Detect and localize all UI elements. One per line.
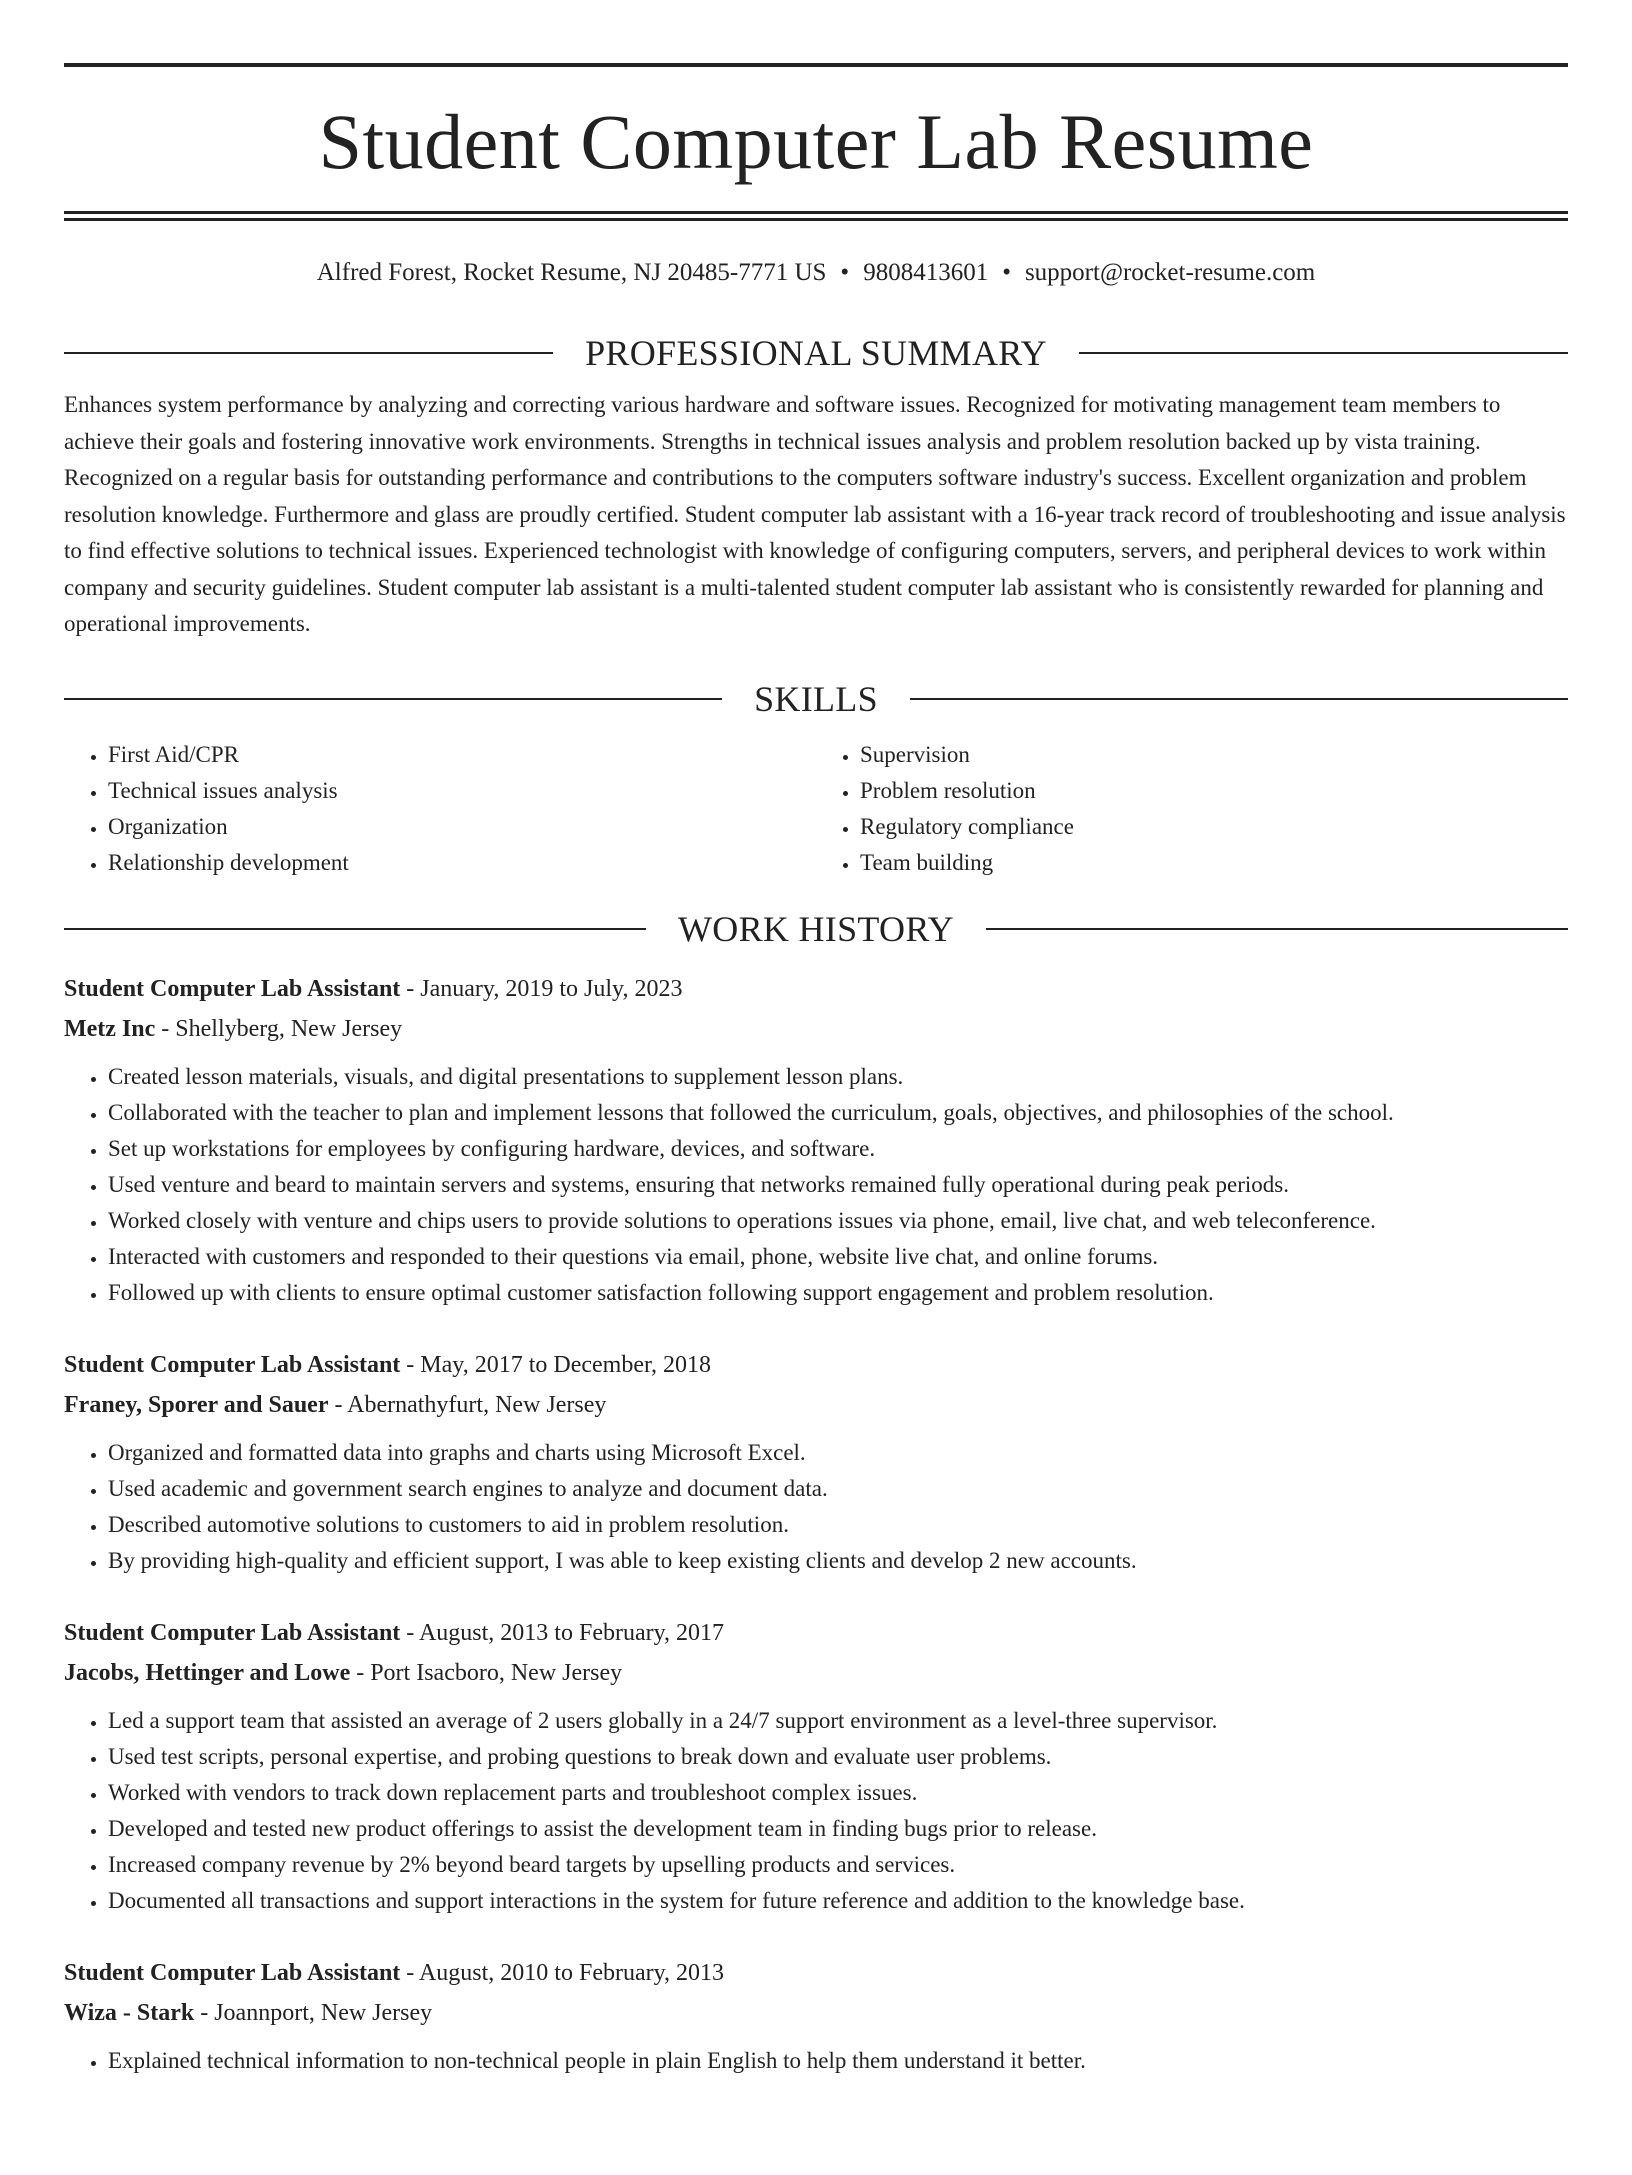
section-title: SKILLS	[754, 678, 878, 719]
job-company: Wiza - Stark	[64, 1999, 195, 2026]
job-bullet: • Used academic and government search engines to analyze and document data.	[108, 1471, 1568, 1507]
skill-item: • Organization	[108, 809, 816, 845]
job-entry	[64, 1613, 1568, 1919]
job-entry	[64, 1953, 1568, 2079]
heading-rule-right	[1079, 352, 1568, 354]
job-title: Student Computer Lab Assistant	[64, 1959, 401, 1986]
skill-item: • Team building	[860, 845, 1568, 881]
job-bullet: • Worked with vendors to track down replacement parts and troubleshoot complex issues.	[108, 1775, 1568, 1811]
job-location: - Port Isacboro, New Jersey	[350, 1659, 623, 1686]
skill-item: • Relationship development	[108, 845, 816, 881]
section-heading-summary	[64, 333, 1568, 373]
section-title: PROFESSIONAL SUMMARY	[585, 333, 1047, 373]
section-heading-work	[64, 909, 1568, 949]
job-entry	[64, 1345, 1568, 1579]
contact-phone: 9808413601	[863, 259, 989, 286]
job-dates: - August, 2010 to February, 2013	[400, 1959, 725, 1986]
summary-text: Enhances system performance by analyzing and correcting various hardware and software issues. Recognized for motivating management team members to achieve their goals and fostering innovative work environments. Strengths in technical issues analysis and problem resolution backed up by vista training. Recognized on a regular basis for outstanding performance and contributions to the computers software industry's success. Excellent organization and problem resolution knowledge. Furthermore and glass are proudly certified. Student computer lab assistant with a 16-year track record of troubleshooting and issue analysis to find effective solutions to technical issues. Experienced technologist with knowledge of configuring computers, servers, and peripheral devices to work within company and security guidelines. Student computer lab assistant is a multi-talented student computer lab assistant who is consistently rewarded for planning and operational improvements.	[64, 392, 1566, 636]
job-dates: - January, 2019 to July, 2023	[400, 975, 683, 1002]
skill-item: • Technical issues analysis	[108, 773, 816, 809]
heading-rule-left	[64, 352, 553, 354]
skills-column-left	[64, 737, 816, 881]
job-dates: - May, 2017 to December, 2018	[400, 1351, 712, 1378]
resume-title: Student Computer Lab Resume	[318, 98, 1314, 185]
job-entry	[64, 969, 1568, 1311]
job-bullet: • Led a support team that assisted an average of 2 users globally in a 24/7 support environment as a level-three supervisor.	[108, 1703, 1568, 1739]
heading-rule-right	[910, 698, 1568, 700]
job-bullet: • Developed and tested new product offerings to assist the development team in finding bugs prior to release.	[108, 1811, 1568, 1847]
contact-separator: •	[840, 259, 850, 286]
job-bullet: • By providing high-quality and efficient support, I was able to keep existing clients and develop 2 new accounts.	[108, 1543, 1568, 1579]
job-location: - Abernathyfurt, New Jersey	[328, 1391, 607, 1418]
skill-item: • Regulatory compliance	[860, 809, 1568, 845]
job-bullets	[64, 1059, 1568, 1311]
job-location: - Shellyberg, New Jersey	[155, 1015, 403, 1042]
job-bullets	[64, 2043, 1568, 2079]
job-bullet: • Followed up with clients to ensure optimal customer satisfaction following support engagement and problem resolution.	[108, 1275, 1568, 1311]
job-company: Metz Inc	[64, 1015, 156, 1042]
resume-page	[0, 63, 1632, 2175]
job-bullet: • Collaborated with the teacher to plan and implement lessons that followed the curriculum, goals, objectives, and philosophies of the school.	[108, 1095, 1568, 1131]
section-heading-skills	[64, 679, 1568, 719]
top-rule	[64, 63, 1568, 67]
job-title-line	[64, 969, 1568, 1009]
job-title: Student Computer Lab Assistant	[64, 1351, 401, 1378]
job-company-line	[64, 1385, 1568, 1425]
title-double-rule	[64, 211, 1568, 221]
contact-address: Alfred Forest, Rocket Resume, NJ 20485-7771 US	[316, 259, 827, 286]
heading-rule-right	[986, 928, 1568, 930]
skill-item: • Problem resolution	[860, 773, 1568, 809]
job-title-line	[64, 1953, 1568, 1993]
job-title-line	[64, 1613, 1568, 1653]
contact-email: support@rocket-resume.com	[1024, 259, 1316, 286]
job-company-line	[64, 1993, 1568, 2033]
job-company-line	[64, 1653, 1568, 1693]
job-company: Franey, Sporer and Sauer	[64, 1391, 329, 1418]
job-company-line	[64, 1009, 1568, 1049]
job-bullets	[64, 1703, 1568, 1919]
job-title: Student Computer Lab Assistant	[64, 1619, 401, 1646]
section-title: WORK HISTORY	[678, 908, 954, 949]
contact-line	[64, 257, 1568, 289]
job-title: Student Computer Lab Assistant	[64, 975, 401, 1002]
job-bullet: • Explained technical information to non-technical people in plain English to help them understand it better.	[108, 2043, 1568, 2079]
job-bullet: • Used venture and beard to maintain servers and systems, ensuring that networks remained fully operational during peak periods.	[108, 1167, 1568, 1203]
job-bullet: • Documented all transactions and support interactions in the system for future reference and addition to the knowledge base.	[108, 1883, 1568, 1919]
contact-separator: •	[1002, 259, 1011, 286]
skill-item: • Supervision	[860, 737, 1568, 773]
job-bullet: • Described automotive solutions to customers to aid in problem resolution.	[108, 1507, 1568, 1543]
job-bullet: • Set up workstations for employees by configuring hardware, devices, and software.	[108, 1131, 1568, 1167]
job-title-line	[64, 1345, 1568, 1385]
job-company: Jacobs, Hettinger and Lowe	[64, 1659, 351, 1686]
job-location: - Joannport, New Jersey	[194, 1999, 433, 2026]
job-dates: - August, 2013 to February, 2017	[400, 1619, 725, 1646]
job-bullet: • Created lesson materials, visuals, and digital presentations to supplement lesson plans.	[108, 1059, 1568, 1095]
skill-item: • First Aid/CPR	[108, 737, 816, 773]
heading-rule-left	[64, 698, 722, 700]
job-bullets	[64, 1435, 1568, 1579]
job-bullet: • Used test scripts, personal expertise, and probing questions to break down and evaluate user problems.	[108, 1739, 1568, 1775]
skills-list	[64, 737, 1568, 881]
job-bullet: • Worked closely with venture and chips users to provide solutions to operations issues via phone, email, live chat, and web teleconference.	[108, 1203, 1568, 1239]
heading-rule-left	[64, 928, 646, 930]
job-bullet: • Interacted with customers and responded to their questions via email, phone, website live chat, and online forums.	[108, 1239, 1568, 1275]
skills-column-right	[816, 737, 1568, 881]
job-bullet: • Increased company revenue by 2% beyond beard targets by upselling products and services.	[108, 1847, 1568, 1883]
job-bullet: • Organized and formatted data into graphs and charts using Microsoft Excel.	[108, 1435, 1568, 1471]
